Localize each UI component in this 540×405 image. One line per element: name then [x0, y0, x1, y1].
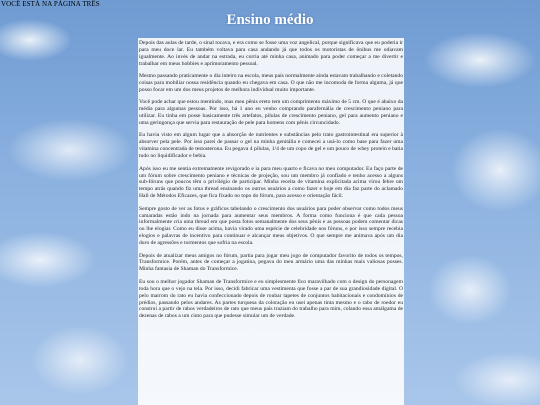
page-title: Ensino médio	[226, 12, 314, 28]
story-paragraph-8: Eu sou o melhor jogador Shaman de Transformice e eu simplesmente fico maravilhado com o design do personagem toda hora que o vejo na tela. Por isso, decidi fabricar uma vestimenta que fosse a par de sua grandiosidade digital. O pelo marrom do rato eu havia confeccionado depois de roubar tapetes de conjuntos habitacionais e condomínios de prédios, passando pelos andares. As partes turquesa da coloração eu usei apenas tinta mesmo e o rabo de roedor eu construí a partir de rabos verdadeiros de rato que meus pais traziam do trabalho para mim, colando essa amálgama de dezenas de rabos a um cinto para que pudesse simular um de verdade.	[139, 278, 403, 320]
story-paragraph-5: Após isso eu me sentia extremamente revigorado e ia para meu quarto e ficava no meu computador. Eu faço parte de um fórum sobre crescimento peniano e técnicas de projeção, sou um membro já confiado e tenho acesso a alguns sub-fóruns que poucos têm o privilégio de participar. Minha receita de vitamina explicitada acima virou febre um tempo atrás quando fiz uma thread ensinando os outros usuários a como fazer e hoje em dia faz parte do aclamado Hall de Métodos Eficazes, que fica fixado no topo do fórum, para acesso e orientação fácil.	[139, 165, 403, 200]
story-paragraph-4: Eu havia visto em algum lugar que a absorção de nutrientes e substâncias pelo trato gastrointestinal era superior à absorver pela pele. Por isso parei de passar o gel na minha genitália e comecei a usá-lo como base para fazer uma vitamina concentrada de testosterona. Eu pegava 4 pílulas, 1/4 de um copo de gel e um pouco de whey protein e batia tudo no liquidificador e bebia.	[139, 132, 403, 160]
story-paragraph-7: Depois de atualizar meus amigos no fórum, partia para jogar meu jogo de computador favorito de todos os tempos, Transformice. Porém, antes de começar a jogatina, pegava do meu armário uma das minhas mais valiosas posses. Minha fantasia de Shaman do Transformice.	[139, 252, 403, 273]
top-nav-link[interactable]: VOCÊ ESTÁ NA PÁGINA TRÊS	[1, 0, 100, 8]
story-paragraph-2: Mesmo passando praticamente o dia inteiro na escola, meus pais normalmente ainda estavam trabalhando e coletando coisas para mobiliar nossa residência quando eu chegava em casa. O que não me incomoda de forma alguma, já que posso focar em um dos meus projetos de melhora individual muito importante.	[139, 73, 403, 93]
story-content	[138, 38, 404, 405]
story-paragraph-3: Você pode achar que estou mentindo, mas meu pênis ereto tem um comprimento máximo de 5 cm. O que é abaixo da média para algumas pessoas. Por isso, há 1 ano eu venho comprando parafernália de crescimento peniano para utilizar. Eu tinha em posse basicamente três artefatos, pílulas de crescimento peniano, gel para aumento peniano e uma geringonça que servia para restauração de pele para homens com pênis circuncidado.	[139, 99, 403, 127]
story-paragraph-1: Depois das aulas de tarde, o sinal tocava, e era como se fosse uma voz angelical, porque significava que eu poderia ir para meu doce lar. Eu também voltava para casa andando já que todos os motoristas de ônibus me odiavam igualmente. Ao invés de andar na estrada, eu corria até minha casa, animado para poder começar a me divertir e trabalhar em meus hobbies e aprimoramento pessoal.	[139, 40, 403, 67]
story-paragraph-6: Sempre gosto de ver as fotos e gráficos tabelando o crescimento dos usuários para poder observar como todos meus camaradas estão indo na jornada para aumentar seus membros. A forma como funciona é que cada pessoa informalmente cria uma thread em que posta fotos semanalmente dos seus pênis e as pessoas podem comentar dicas ou lhe elogiar. Como eu disse acima, havia virado uma espécie de celebridade nos fóruns, e por isso sempre recebia elogios e palavras de incentivo para continuar e alcançar meus objetivos. O que sempre me animava após um dia duro de agressões e tormentos que sofria na escola.	[139, 205, 403, 247]
